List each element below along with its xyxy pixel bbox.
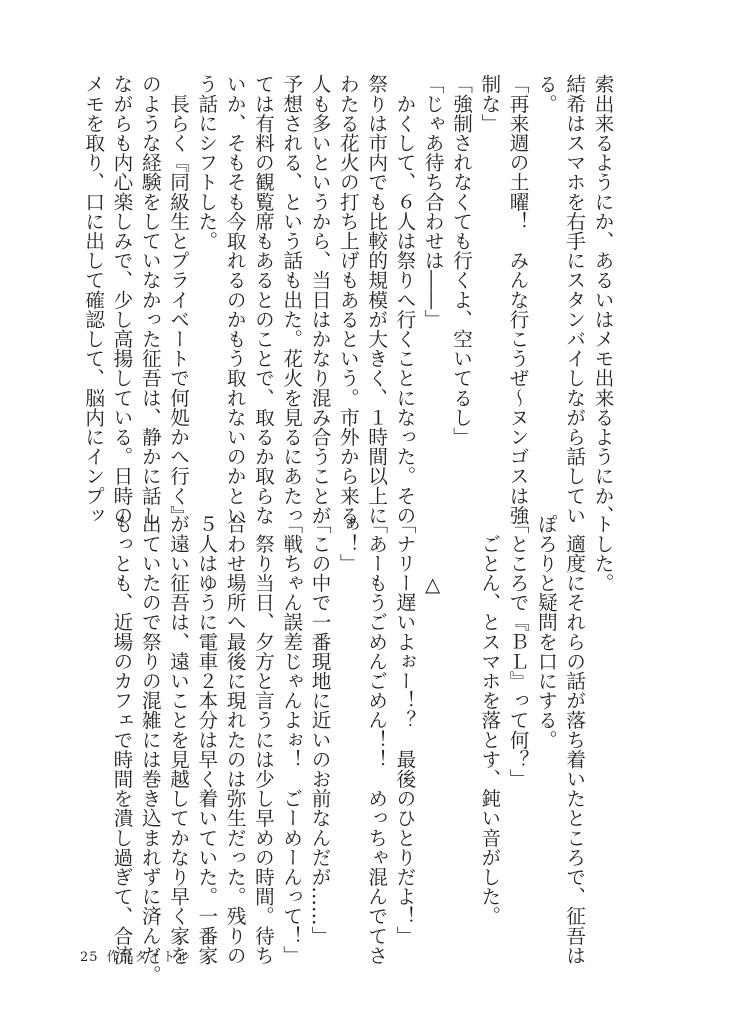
text-column: ５人はゆうに電車２本分は早く着いていた。一番家 xyxy=(194,514,218,965)
text-column: かくして、６人は祭りへ行くことになった。その xyxy=(392,74,416,525)
text-column: 「再来週の土曜！ みんな行こうぜ～ヌンゴスは強 xyxy=(506,74,530,525)
text-column: う話にシフトした。 xyxy=(194,74,218,251)
text-column: 長らく『同級生とプライベートで何処かへ行く』 xyxy=(166,74,190,525)
text-column: 「この中で一番現地に近いのお前なんだが……」 xyxy=(308,514,332,946)
text-column: 結希はスマホを右手にスタンバイしながら話してい xyxy=(562,74,586,525)
text-column: ながらも内心楽しみで、少し高揚している。日時の xyxy=(109,74,133,525)
text-column: トした。 xyxy=(591,514,614,593)
text-column: メモを取り、口に出して確認して、脳内にインプッ xyxy=(81,74,105,525)
text-column xyxy=(446,514,474,934)
text-column: ては有料の観覧席もあるとのことで、取るか取らな xyxy=(251,74,275,525)
text-column: 人も多いというから、当日はかなり混み合うことが xyxy=(308,74,332,525)
text-column: 祭りは市内でも比較的規模が大きく、１時間以上に xyxy=(364,74,388,525)
text-column: 「ナリー遅いよぉー！？ 最後のひとりだよ！」 xyxy=(392,514,416,946)
text-column: 祭り当日、夕方と言うには少し早めの時間。待ち xyxy=(251,514,275,965)
text-column: 合わせ場所へ最後に現れたのは弥生だった。残りの xyxy=(223,514,247,965)
text-column: ぁ！」 xyxy=(336,514,360,573)
text-column: 適度にそれらの話が落ち着いたところで、征吾は xyxy=(562,514,586,965)
text-block-top xyxy=(81,74,616,525)
page-footer xyxy=(80,946,198,965)
text-column: もっとも、近場のカフェで時間を潰し過ぎて、合流 xyxy=(109,514,133,965)
text-column: のような経験をしていなかった征吾は、静かに話し xyxy=(138,74,162,525)
text-column: わたる花火の打ち上げもあるという。市外から来る xyxy=(336,74,360,525)
text-column: 「あーもうごめんごめん！！ めっちゃ混んでてさ xyxy=(364,514,388,965)
text-column: ごとん、とスマホを落とす、鈍い音がした。 xyxy=(477,514,501,926)
text-column: 「ところで『ＢＬ』って何？」 xyxy=(506,514,530,789)
page-number: 25 xyxy=(80,950,99,965)
text-column: 「じゃあ待ち合わせは――」 xyxy=(421,74,445,329)
text-column: 予想される、という話も出た。花火を見るにあたっ xyxy=(279,74,303,525)
text-column: が遠い征吾は、遠いことを見越してかなり早く家を xyxy=(166,514,190,965)
text-column: 制な」 xyxy=(477,74,501,133)
work-title: 作品タイトル xyxy=(106,950,191,965)
text-column: 「戦ちゃん誤差じゃんよぉ！ ごーめーんって！」 xyxy=(279,514,303,965)
text-column: △ xyxy=(421,514,445,596)
text-column: 索出来るようにか、あるいはメモ出来るようにか、 xyxy=(591,74,614,525)
text-column: る。 xyxy=(534,74,558,114)
text-column: いか、そもそも今取れるのかもう取れないのかとい xyxy=(223,74,247,525)
text-column: 出ていたので祭りの混雑には巻き込まれずに済んだ。 xyxy=(138,514,162,985)
text-column: ぽろりと疑問を口にする。 xyxy=(534,514,558,750)
text-column: 「強制されなくても行くよ、空いてるし」 xyxy=(449,74,473,447)
